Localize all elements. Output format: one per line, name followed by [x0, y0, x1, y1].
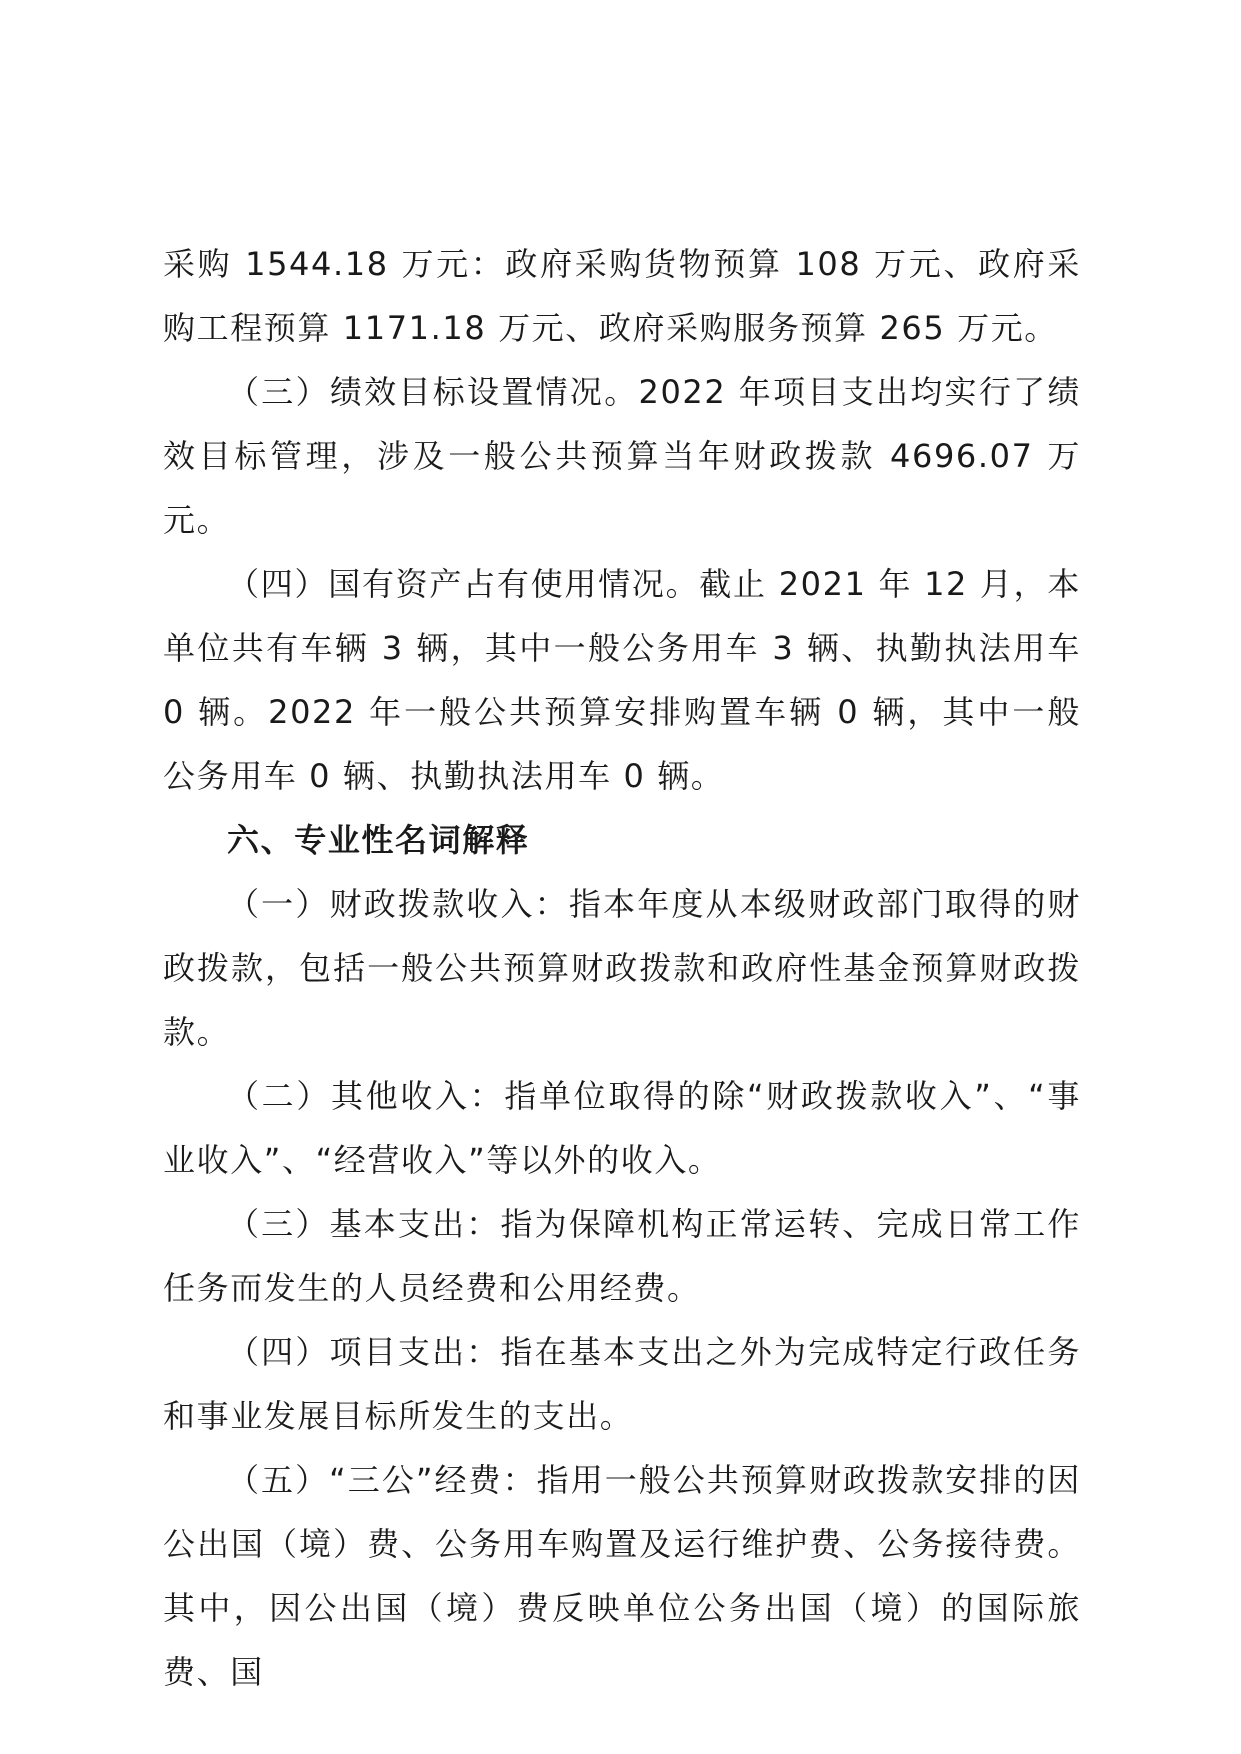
section-heading-terminology: 六、专业性名词解释: [227, 821, 530, 859]
definition-fiscal-appropriation-income: （一）财政拨款收入：指本年度从本级财政部门取得的财政拨款，包括一般公共预算财政拨款和政府性基金预算财政拨款。: [163, 885, 1081, 1051]
definition-basic-expenditure: （三）基本支出：指为保障机构正常运转、完成日常工作任务而发生的人员经费和公用经费。: [163, 1205, 1081, 1307]
paragraph-procurement-continued: 采购 1544.18 万元：政府采购货物预算 108 万元、政府采购工程预算 1171.18 万元、政府采购服务预算 265 万元。: [163, 245, 1081, 347]
definition-project-expenditure: （四）项目支出：指在基本支出之外为完成特定行政任务和事业发展目标所发生的支出。: [163, 1333, 1081, 1435]
paragraph-state-assets: （四）国有资产占有使用情况。截止 2021 年 12 月，本单位共有车辆 3 辆，其中一般公务用车 3 辆、执勤执法用车 0 辆。2022 年一般公共预算安排购置车辆 0 辆，其中一般公务用车 0 辆、执勤执法用车 0 辆。: [163, 565, 1081, 795]
definition-three-public-expenses: （五）“三公”经费：指用一般公共预算财政拨款安排的因公出国（境）费、公务用车购置及运行维护费、公务接待费。其中，因公出国（境）费反映单位公务出国（境）的国际旅费、国: [163, 1461, 1081, 1691]
paragraph-performance-targets: （三）绩效目标设置情况。2022 年项目支出均实行了绩效目标管理，涉及一般公共预算当年财政拨款 4696.07 万元。: [163, 373, 1081, 539]
definition-other-income: （二）其他收入：指单位取得的除“财政拨款收入”、“事业收入”、“经营收入”等以外的收入。: [163, 1077, 1081, 1179]
document-body: [163, 232, 1081, 1704]
